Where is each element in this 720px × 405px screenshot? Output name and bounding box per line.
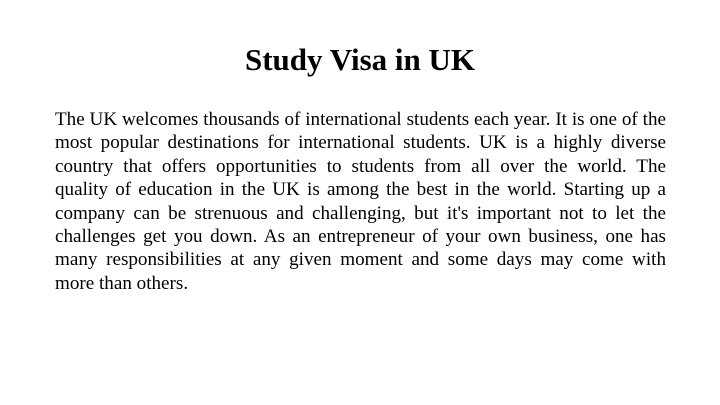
slide-title: Study Visa in UK bbox=[244, 42, 475, 77]
slide-body-text: The UK welcomes thousands of international students each year. It is one of the most popular destinations for international students. UK is a highly diverse country that offers opportunities to students from all over the world. The quality of education in the UK is among the best in the world. Starting up a company can be strenuous and challenging, but it's important not to let the challenges get you down. As an entrepreneur of your own business, one has many responsibilities at any given moment and some days may come with more than others. bbox=[55, 109, 666, 294]
